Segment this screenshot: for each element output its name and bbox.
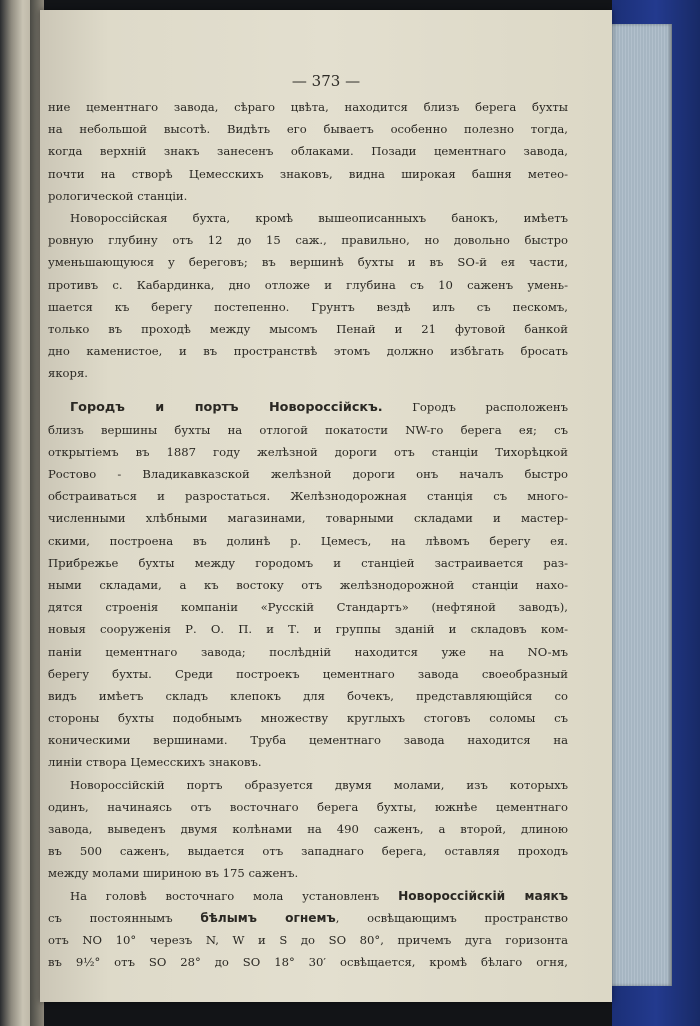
text-line: только въ проходѣ между мысомъ Пенай и 21 футовой банкой: [48, 321, 568, 336]
text-line: шается къ берегу постепенно. Грунтъ вездѣ илъ съ пескомъ,: [48, 299, 568, 314]
text-line: открытіемъ въ 1887 году желѣзной дороги отъ станціи Тихорѣцкой: [48, 444, 568, 459]
text-line: [48, 907, 568, 929]
text-line: Новороссійскій портъ образуется двумя молами, изъ которыхъ: [70, 777, 568, 792]
text-line: дно каменистое, и въ пространствѣ этомъ должно избѣгать бросать: [48, 344, 568, 359]
text-line: новыя сооруженія Р. О. П. и Т. и группы зданій и складовъ ком-: [48, 622, 568, 637]
text-line: противъ с. Кабардинка, дно отложе и глубина съ 10 саженъ умень-: [48, 277, 568, 292]
text-fragment: съ постояннымъ: [48, 910, 173, 925]
text-line: завода, выведенъ двумя колѣнами на 490 саженъ, а второй, длиною: [48, 822, 568, 836]
text-line: видъ имѣетъ складъ клепокъ для бочекъ, представляющійся со: [48, 688, 568, 703]
text-line: коническими вершинами. Труба цементнаго завода находится на: [48, 733, 568, 748]
text-line: берегу бухты. Среди построекъ цементнаго завода своеобразный: [48, 666, 568, 681]
text-line: рологической станціи.: [48, 188, 188, 203]
paragraph-port-moles: [48, 774, 568, 885]
text-line: Новороссійская бухта, кромѣ вышеописанныхъ банокъ, имѣетъ: [70, 210, 568, 225]
text-fragment: , освѣщающимъ пространство: [335, 910, 568, 925]
text-line: дятся строенія компаніи «Русскій Стандартъ» (нефтяной заводъ),: [48, 600, 568, 615]
text-line: стороны бухты подобнымъ множеству круглыхъ стоговъ соломы съ: [48, 711, 568, 726]
text-line: Ростово - Владикавказской желѣзной дороги онъ началъ быстро: [48, 467, 568, 481]
page-text: [48, 96, 568, 973]
paragraph-lighthouse: [48, 885, 568, 974]
page-block-edge: [606, 24, 672, 986]
text-fragment: На головѣ восточнаго мола установленъ: [70, 888, 380, 903]
text-line: въ 9½° отъ SO 28° до SO 18° 30′ освѣщается, кромѣ бѣлаго огня,: [48, 955, 568, 970]
text-line: обстраиваться и разростаться. Желѣзнодорожная станція съ много-: [48, 489, 568, 504]
text-line: ровную глубину отъ 12 до 15 саж., правильно, но довольно быстро: [48, 233, 568, 248]
text-line: въ 500 саженъ, выдается отъ западнаго берега, оставляя проходъ: [48, 844, 568, 859]
text-line: одинъ, начинаясь отъ восточнаго берега бухты, южнѣе цементнаго: [48, 799, 568, 814]
paragraph-cement-plant: [48, 96, 568, 207]
text-line: близъ вершины бухты на отлогой покатости NW-го берега ея; съ: [48, 422, 568, 437]
text-line: Прибрежье бухты между городомъ и станціей застраивается раз-: [48, 555, 568, 570]
text-line: [48, 396, 568, 418]
text-line: ными складами, а къ востоку отъ желѣзнодорожной станціи нахо-: [48, 577, 568, 592]
paragraph-bay-depth: [48, 207, 568, 385]
text-line: линіи створа Цемесскихъ знаковъ.: [48, 755, 262, 770]
text-line: ние цементнаго завода, сѣраго цвѣта, находится близъ берега бухты: [48, 100, 568, 114]
text-line: якоря.: [48, 366, 88, 381]
text-line: когда верхній знакъ занесенъ облаками. Позади цементнаго завода,: [48, 144, 568, 159]
text-fragment: Городъ расположенъ: [412, 400, 568, 415]
light-type: бѣлымъ огнемъ: [200, 910, 336, 925]
text-line: отъ NO 10° черезъ N, W и S до SO 80°, причемъ дуга горизонта: [48, 932, 568, 947]
lighthouse-name: Новороссійскій маякъ: [398, 888, 568, 903]
page-number: — 373 —: [291, 72, 361, 90]
text-line: на небольшой высотѣ. Видѣть его бываетъ особенно полезно тогда,: [48, 122, 568, 137]
text-line: почти на створѣ Цемесскихъ знаковъ, видна широкая башня метео-: [48, 166, 568, 181]
text-line: паніи цементнаго завода; послѣдній находится уже на NO-мъ: [48, 644, 568, 659]
section-heading: Городъ и портъ Новороссійскъ.: [70, 400, 383, 416]
text-line: уменьшающуюся у береговъ; въ вершинѣ бухты и въ SO-й ея части,: [48, 255, 568, 270]
text-line: [48, 885, 568, 907]
paragraph-city-port: [48, 396, 568, 773]
text-line: численными хлѣбными магазинами, товарными складами и мастер-: [48, 511, 568, 526]
text-line: скими, построена въ долинѣ р. Цемесъ, на лѣвомъ берегу ея.: [48, 533, 568, 548]
book-page: [40, 10, 612, 1002]
text-line: между молами шириною въ 175 саженъ.: [48, 866, 299, 881]
